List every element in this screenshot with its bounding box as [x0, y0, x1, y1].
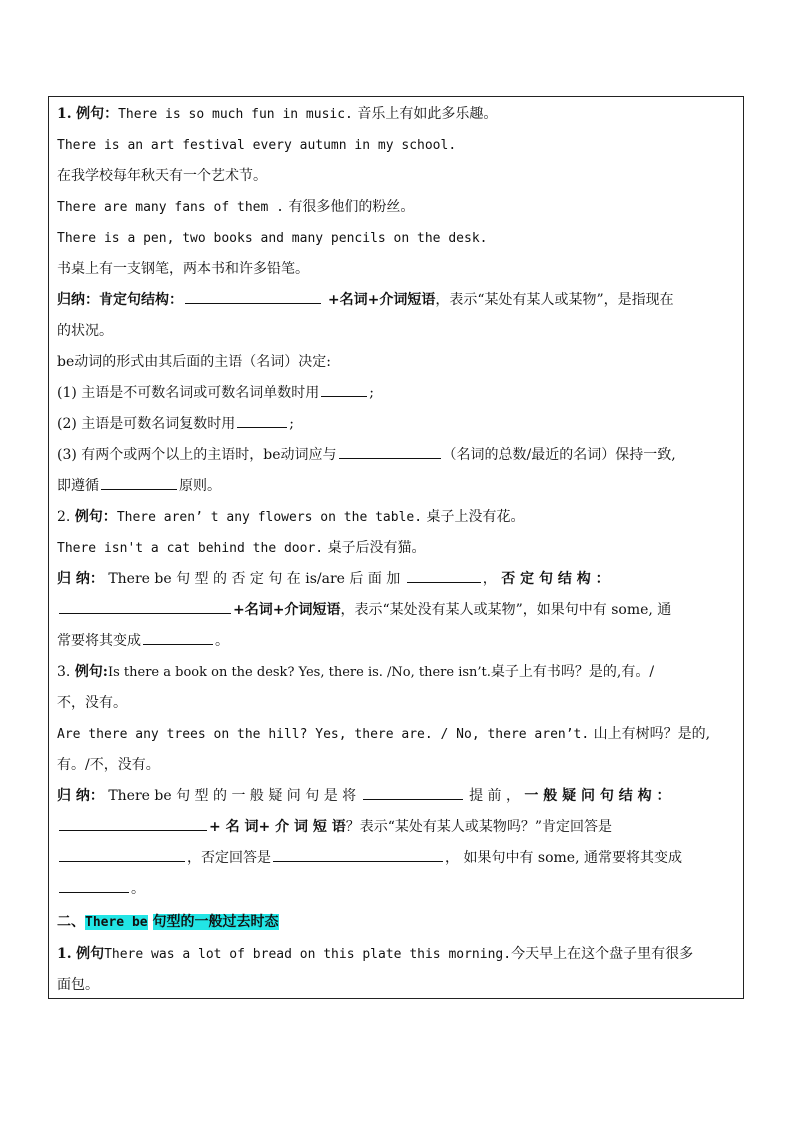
s3-blank-front[interactable]: [363, 783, 463, 800]
s3-summary-line-2: [57, 812, 737, 843]
s1-rule-3d: 原则。: [179, 478, 221, 494]
s1-summary-mid: +名词+介词短语: [327, 292, 436, 308]
s3-example-2-line: [57, 719, 737, 750]
s1-rule-2: (2) 主语是可数名词复数时用: [57, 416, 236, 432]
s3-blank-positive[interactable]: [59, 845, 185, 862]
s1-example-4-cn: 书桌上有一支钢笔，两本书和许多铅笔。: [57, 261, 309, 277]
s1-rule-3c: 即遵循: [57, 478, 99, 494]
s1-example-line: [57, 99, 737, 130]
sec2-example-1-cn: 今天早上在这个盘子里有很多: [511, 946, 694, 962]
s1-rule-3b: （名词的总数/最近的名词）保持一致,: [442, 447, 676, 463]
s2-blank-some[interactable]: [143, 628, 213, 645]
s2-summary-line-2: [57, 595, 737, 626]
s3-example-2-cn-2: 有。/不，没有。: [57, 757, 160, 773]
sec2-example-1-cn-2: 面包。: [57, 977, 99, 993]
s2-summary-c: 否 定 句 结 构 ：: [501, 571, 610, 587]
s3-example-1: Is there a book on the desk? Yes, there is. /No, there isn’t.: [107, 665, 491, 680]
s3-example-label: 例句:: [74, 664, 108, 680]
s2-summary-line: [57, 564, 737, 595]
sec2-heading: [57, 907, 737, 938]
s1-example-3: There are many fans of them .: [57, 200, 284, 215]
s3-number: 3.: [57, 664, 71, 680]
s3-blank-negative[interactable]: [273, 845, 443, 862]
s2-summary-label: 归 纳：: [57, 571, 104, 587]
s2-blank-structure[interactable]: [59, 597, 231, 614]
s1-summary-tail: ，表示“某处有某人或某物”，是指现在: [435, 292, 674, 308]
s1-rule-3a: (3) 有两个或两个以上的主语时，be动词应与: [57, 447, 337, 463]
s3-summary-neg: ，否定回答是: [187, 850, 271, 866]
sec2-highlight-2: 句型的一般过去时态: [152, 914, 279, 930]
sec2-example-label: 例句: [76, 946, 105, 962]
s1-blank-rule-3[interactable]: [339, 442, 441, 459]
s2-number: 2.: [57, 509, 71, 525]
s1-rule-1-line: [57, 378, 737, 409]
sec2-number: 1.: [57, 946, 72, 962]
s1-rule-2-line: [57, 409, 737, 440]
sec2-prefix: 二、: [57, 914, 85, 930]
s1-example-4: There is a pen, two books and many pencils on the desk.: [57, 231, 488, 246]
s3-example-1-cn-2: 不，没有。: [57, 695, 127, 711]
s1-rule-3-line: [57, 440, 737, 471]
s3-summary-line: [57, 781, 737, 812]
sec2-example-1: There was a lot of bread on this plate this morning.: [104, 947, 512, 962]
s3-blank-some[interactable]: [59, 876, 129, 893]
s1-number: 1.: [57, 106, 72, 122]
sec2-example-line: [57, 939, 737, 970]
s2-summary-end: 。: [215, 633, 229, 649]
s2-example-2: There isn't a cat behind the door.: [57, 541, 324, 556]
s3-example-1-cn: 桌子上有书吗？是的,有。/: [490, 664, 655, 680]
s1-example-3-cn: 有很多他们的粉丝。: [288, 199, 415, 215]
s1-blank-structure[interactable]: [185, 287, 321, 304]
s3-example-2-cn: 山上有树吗？是的,: [593, 726, 711, 742]
s1-example-2-cn: 在我学校每年秋天有一个艺术节。: [57, 168, 267, 184]
s1-be-rule: be动词的形式由其后面的主语（名词）决定:: [57, 354, 331, 370]
s3-summary-neg-2: ， 如果句中有 some, 通常要将其变成: [445, 850, 682, 866]
s3-summary-a: There be 句 型 的 一 般 疑 问 句 是 将: [108, 788, 357, 804]
s2-example-label: 例句：: [74, 509, 117, 525]
s2-summary-a: There be 句 型 的 否 定 句 在 is/are 后 面 加: [108, 571, 401, 587]
s1-example-1: There is so much fun in music.: [118, 107, 353, 122]
s1-blank-rule-2[interactable]: [237, 411, 287, 428]
s3-blank-structure[interactable]: [59, 814, 207, 831]
s2-blank-negation[interactable]: [407, 566, 481, 583]
s2-summary-line-3: [57, 626, 737, 657]
sec2-highlight-1: There be: [85, 915, 148, 930]
s2-summary-tail: ，表示“某处没有某人或某物”，如果句中有 some, 通: [340, 602, 672, 618]
s1-rule-2-end: ;: [289, 416, 294, 432]
content-box: [48, 96, 744, 999]
s2-example-1: There aren’ t any flowers on the table.: [116, 510, 423, 525]
s1-example-2: There is an art festival every autumn in my school.: [57, 138, 457, 153]
s1-summary-line: [57, 285, 737, 316]
s1-blank-principle[interactable]: [101, 473, 177, 490]
s1-example-3-line: [57, 192, 737, 223]
s1-rule-1: (1) 主语是不可数名词或可数名词单数时用: [57, 385, 320, 401]
s1-summary-label: 归纳：肯定句结构：: [57, 292, 183, 308]
s3-example-line: [57, 657, 737, 688]
s2-summary-comma: ，: [482, 571, 497, 587]
s2-summary-tail-2: 常要将其变成: [57, 633, 141, 649]
s2-summary-mid: +名词+介词短语: [233, 602, 341, 618]
s3-summary-line-3: [57, 843, 737, 874]
s3-summary-label: 归 纳：: [57, 788, 104, 804]
s1-summary-tail-2: 的状况。: [57, 323, 113, 339]
s1-rule-3-cont: [57, 471, 737, 502]
s2-example-2-line: [57, 533, 737, 564]
s2-example-1-cn: 桌子上没有花。: [426, 509, 525, 525]
s3-summary-line-4: [57, 874, 737, 905]
s3-summary-b: 提 前 ，: [469, 788, 520, 804]
s3-example-2: Are there any trees on the hill? Yes, there are. / No, there aren’t.: [57, 727, 590, 742]
s3-summary-end: 。: [131, 881, 145, 897]
s1-example-1-cn: 音乐上有如此多乐趣。: [357, 106, 498, 122]
s2-example-2-cn: 桌子后没有猫。: [327, 540, 426, 556]
s3-summary-tail: ？表示“某处有某人或某物吗？”肯定回答是: [345, 819, 613, 835]
s1-example-label: 例句：: [76, 106, 119, 122]
s3-summary-mid: + 名 词+ 介 词 短 语: [209, 819, 346, 835]
s3-summary-c: 一 般 疑 问 句 结 构 ：: [524, 788, 671, 804]
s1-rule-1-end: ;: [369, 385, 374, 401]
s1-blank-rule-1[interactable]: [321, 380, 367, 397]
s2-example-line: [57, 502, 737, 533]
